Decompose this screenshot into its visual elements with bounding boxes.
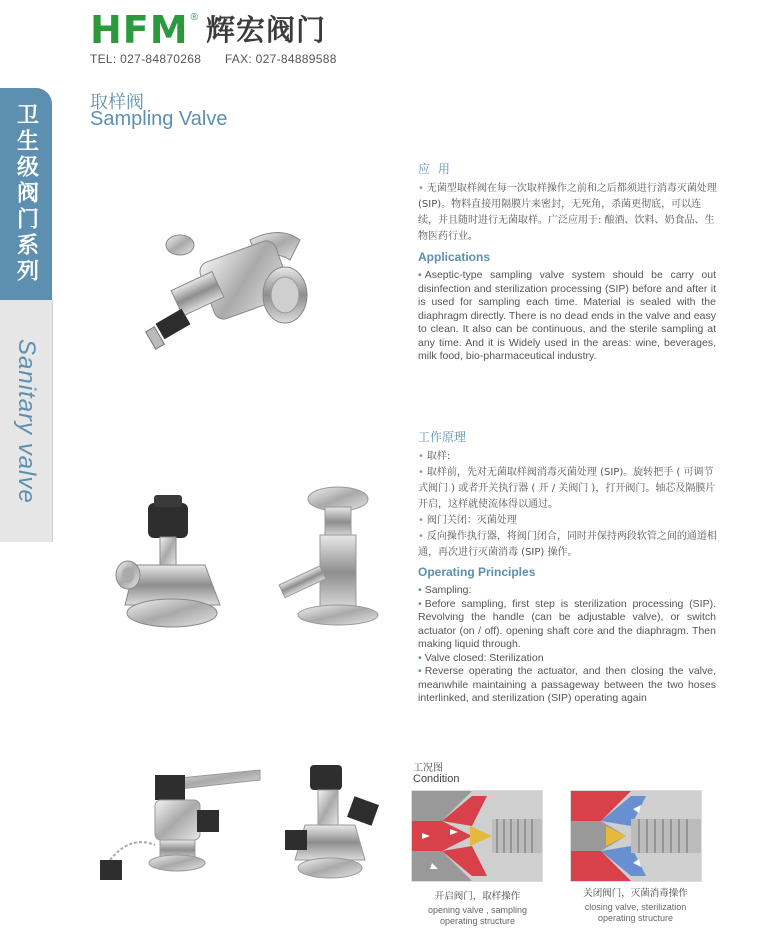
- closed-caption-en-1: closing valve, sterilization: [584, 902, 687, 912]
- principles-cn-list: [418, 449, 718, 561]
- principles-en-list: [418, 584, 716, 706]
- applications-cn-heading: 应 用: [418, 162, 452, 176]
- product-title-cn: 取样阀: [90, 92, 144, 113]
- side-tab-label-cn: 卫生级阀门系列: [13, 103, 39, 285]
- condition-title-en: Condition: [413, 773, 460, 785]
- list-item: • 取样:: [418, 451, 451, 462]
- fax-number: FAX: 027-84889588: [224, 52, 337, 66]
- sampling-valve-image-3: [270, 485, 380, 635]
- list-item: • 阀门关闭：灭菌处理: [418, 515, 517, 526]
- sampling-valve-image-4: [95, 765, 265, 890]
- list-item: • 反向操作执行器，将阀门闭合，同时并保持两段软管之间的通道相通，再次进行灭菌消毒 (SIP) 操作。: [418, 531, 717, 558]
- applications-cn-section: [418, 160, 718, 245]
- list-item: • Sampling:: [418, 584, 472, 596]
- sampling-valve-image-5: [280, 760, 390, 890]
- closed-valve-diagram: [570, 790, 702, 882]
- principles-cn-heading: 工作原理: [418, 430, 467, 444]
- brand-name: HFM: [90, 8, 189, 52]
- registered-mark: ®: [190, 12, 198, 23]
- list-item: • Before sampling, first step is sterilization processing (SIP). Revolving the handle (can be adjustable valve), or switch actuator (on / off). opening shaft core and the diaphragm. Then making liquid through.: [418, 597, 716, 650]
- open-valve-diagram: [411, 790, 543, 882]
- list-item: • Reverse operating the actuator, and then closing the valve, meanwhile maintaining a passageway between the two hoses interlinked, and sterilization (SIP) operating again: [418, 665, 716, 704]
- principles-en-heading: Operating Principles: [418, 565, 536, 579]
- list-item: • Valve closed: Sterilization: [418, 651, 544, 664]
- applications-en-heading: Applications: [418, 250, 491, 264]
- principles-en-section: [418, 565, 716, 706]
- list-item: • 取样前，先对无菌取样阀消毒灭菌处理 (SIP)。旋转把手 ( 可调节式阀门 ) 或者开关执行器 ( 开 / 关阀门 )，打开阀门。轴芯及隔膜片开启，这样就使流体得以通过。: [418, 467, 716, 510]
- principles-cn-section: [418, 428, 718, 561]
- open-caption-en-1: opening valve , sampling: [427, 905, 528, 915]
- closed-valve-caption: [563, 885, 708, 924]
- sampling-valve-image-1: [140, 220, 330, 370]
- applications-en-text: • Aseptic-type sampling valve system should be carry out disinfection and sterilization processing (SIP) before and after it is used for sampling each time. Material is sealed with the diaphragm directly. There is no dead ends in the valve and easy to clean. It also can be continuous, and the sterile sampling at any time. And it is Widely used in the areas: wine, beverages, milk food, bio-pharmaceutical industry.: [418, 269, 716, 362]
- applications-cn-text: • 无菌型取样阀在每一次取样操作之前和之后都须进行消毒灭菌处理 (SIP)。物料直接用隔膜片来密封，无死角，杀菌更彻底，可以连续，并且随时进行无菌取样。广泛应用于: 酿酒、饮料、奶食品、生物医药行业。: [418, 183, 717, 242]
- closed-caption-en-2: operating structure: [597, 913, 674, 923]
- condition-title-cn: 工况图: [413, 763, 443, 774]
- brand-logo: [90, 10, 326, 50]
- tel-number: TEL: 027-84870268: [90, 52, 202, 66]
- open-caption-en-2: operating structure: [439, 916, 516, 926]
- closed-caption-cn: 关闭阀门，灭菌消毒操作: [583, 888, 688, 899]
- applications-en-section: [418, 250, 716, 364]
- open-caption-cn: 开启阀门，取样操作: [434, 891, 521, 902]
- product-title-en: Sampling Valve: [90, 108, 228, 130]
- side-tab-label-en: Sanitary valve: [13, 338, 40, 504]
- brand-name-cn: 辉宏阀门: [205, 13, 326, 47]
- contact-info: [90, 52, 357, 66]
- open-valve-caption: [405, 888, 550, 927]
- sampling-valve-image-2: [110, 495, 245, 640]
